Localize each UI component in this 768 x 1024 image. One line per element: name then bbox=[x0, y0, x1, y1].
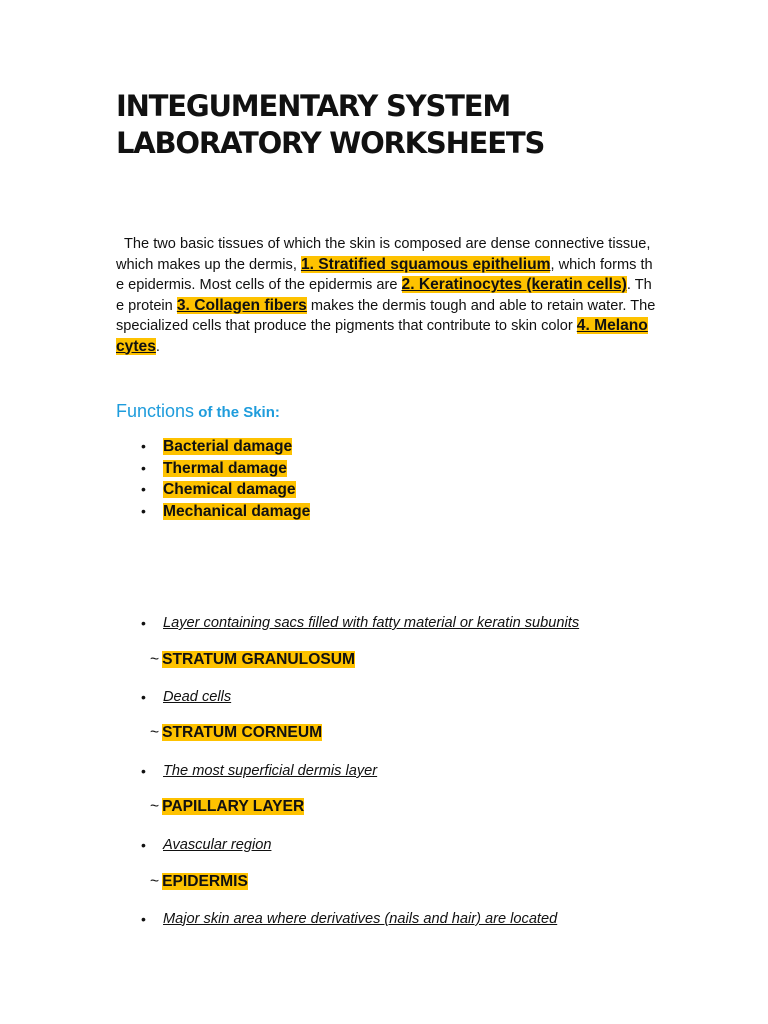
tilde-mark: ~ bbox=[150, 651, 160, 668]
answer-1: 1. Stratified squamous epithelium bbox=[300, 255, 551, 273]
bullet-icon: • bbox=[141, 502, 146, 519]
intro-text-5: . bbox=[155, 338, 160, 355]
list-item bbox=[136, 436, 310, 458]
list-item bbox=[136, 458, 310, 480]
question-text: Major skin area where derivatives (nails and hair) are located bbox=[163, 911, 558, 927]
answer-text: EPIDERMIS bbox=[162, 873, 248, 890]
bullet-icon: • bbox=[141, 763, 146, 779]
answer-row-4 bbox=[150, 871, 248, 893]
title-line-2: LABORATORY WORKSHEETS bbox=[116, 126, 545, 160]
answer-text: STRATUM CORNEUM bbox=[162, 724, 323, 741]
intro-text-3: . The protein bbox=[116, 277, 652, 314]
bullet-icon: • bbox=[141, 911, 146, 927]
function-item: Mechanical damage bbox=[163, 502, 311, 520]
tilde-mark: ~ bbox=[150, 724, 160, 741]
title-line-1: INTEGUMENTARY SYSTEM bbox=[116, 89, 510, 123]
tilde-mark: ~ bbox=[150, 873, 160, 890]
function-item: Bacterial damage bbox=[163, 438, 293, 455]
intro-text-4: makes the dermis tough and able to retain water. The specialized cells that produce the pigments that contribute to skin color bbox=[116, 297, 656, 334]
answer-row-3 bbox=[150, 796, 304, 818]
bullet-icon: • bbox=[141, 438, 146, 454]
answer-2: 2. Keratinocytes (keratin cells) bbox=[401, 276, 627, 293]
function-item: Chemical damage bbox=[163, 481, 296, 498]
function-item: Thermal damage bbox=[163, 459, 287, 477]
answer-row-1 bbox=[150, 649, 355, 671]
page-title bbox=[116, 88, 676, 162]
functions-heading bbox=[116, 396, 280, 424]
bullet-icon: • bbox=[141, 481, 146, 497]
question-text: Layer containing sacs filled with fatty material or keratin subunits bbox=[163, 615, 580, 631]
intro-paragraph bbox=[116, 234, 656, 357]
list-item bbox=[136, 501, 310, 523]
question-text: Avascular region bbox=[163, 837, 272, 853]
bullet-icon: • bbox=[141, 689, 146, 705]
answer-4: 4. Melanocytes bbox=[116, 317, 648, 355]
bullet-icon: • bbox=[141, 615, 146, 631]
intro-text-2: , which forms the epidermis. Most cells of the epidermis are bbox=[116, 256, 653, 293]
functions-list bbox=[136, 436, 310, 522]
question-text: The most superficial dermis layer bbox=[163, 763, 378, 779]
question-text: Dead cells bbox=[163, 689, 232, 705]
answer-text: PAPILLARY LAYER bbox=[162, 798, 305, 815]
intro-text-1: The two basic tissues of which the skin is composed are dense connective tissue, which makes up the dermis, bbox=[116, 236, 651, 273]
answer-text: STRATUM GRANULOSUM bbox=[162, 651, 355, 668]
functions-heading-main: Functions bbox=[116, 401, 195, 421]
tilde-mark: ~ bbox=[150, 798, 160, 815]
answer-3: 3. Collagen fibers bbox=[176, 296, 307, 314]
list-item bbox=[136, 479, 310, 501]
answer-row-2 bbox=[150, 722, 322, 744]
bullet-icon: • bbox=[141, 837, 146, 853]
bullet-icon: • bbox=[141, 459, 146, 476]
functions-heading-sub: of the Skin: bbox=[194, 404, 280, 421]
